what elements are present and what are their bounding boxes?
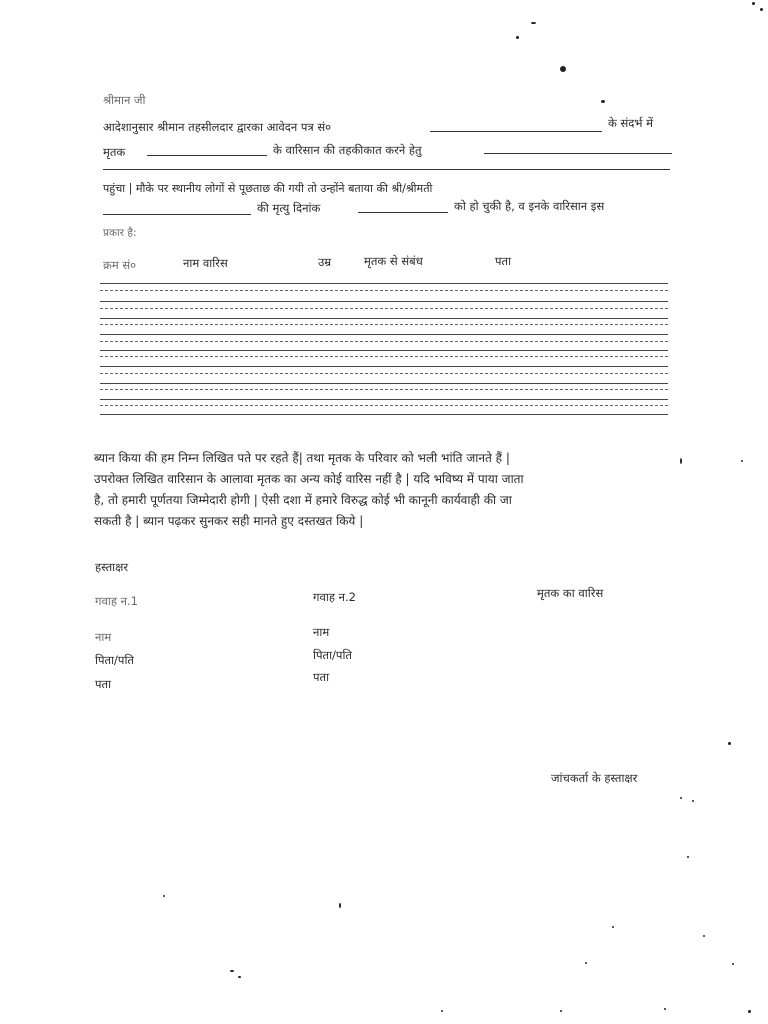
header-relation: मृतक से संबंध bbox=[364, 254, 423, 268]
purpose-blank bbox=[484, 153, 672, 154]
declaration-line: है, तो हमारी पूर्णतया जिम्मेदारी होगी | ऐसी दशा में हमारे विरुद्ध कोई भी कानूनी कार्यवाही की जा bbox=[94, 493, 512, 507]
scan-speck bbox=[585, 962, 587, 964]
separator-line bbox=[103, 169, 670, 170]
scan-speck bbox=[664, 1008, 666, 1010]
scan-speck bbox=[692, 800, 694, 802]
table-row bbox=[100, 350, 668, 351]
scan-speck bbox=[441, 1010, 443, 1012]
header-address: पता bbox=[495, 254, 512, 268]
scan-speck bbox=[531, 22, 536, 24]
reference-suffix: के संदर्भ में bbox=[608, 116, 653, 130]
death-date-label: की मृत्यु दिनांक bbox=[257, 201, 321, 215]
declaration-paragraph bbox=[94, 448, 684, 532]
death-date-blank bbox=[358, 212, 448, 213]
table-row bbox=[100, 389, 668, 390]
scan-speck bbox=[339, 903, 341, 908]
person-name-blank bbox=[103, 214, 251, 215]
scan-speck bbox=[748, 1010, 751, 1013]
scan-speck bbox=[560, 66, 566, 72]
header-serial-no: क्रम सं० bbox=[103, 258, 137, 272]
table-row bbox=[100, 399, 668, 400]
table-row bbox=[100, 383, 668, 384]
scan-speck bbox=[601, 100, 605, 103]
table-row bbox=[100, 356, 668, 357]
scan-speck bbox=[703, 935, 705, 937]
table-row bbox=[100, 334, 668, 335]
table-row bbox=[100, 373, 668, 374]
table-row bbox=[100, 324, 668, 325]
witness-2-father-label: पिता/पति bbox=[313, 648, 352, 662]
as-follows-text: प्रकार है: bbox=[103, 227, 137, 239]
declaration-line: उपरोक्त लिखित वारिसान के आलावा मृतक का अन्य कोई वारिस नहीं है | यदि भविष्य में पाया जाता bbox=[94, 472, 524, 486]
application-line-text: आदेशानुसार श्रीमान तहसीलदार द्वारका आवेदन पत्र सं० bbox=[103, 120, 332, 134]
table-row bbox=[100, 283, 668, 284]
deceased-label: मृतक bbox=[103, 145, 126, 159]
scan-speck bbox=[687, 856, 689, 858]
table-row bbox=[100, 405, 668, 406]
witness-1-address-label: पता bbox=[95, 677, 112, 691]
scan-speck bbox=[680, 797, 682, 799]
signature-label: हस्ताक्षर bbox=[95, 560, 129, 574]
scan-speck bbox=[230, 970, 234, 972]
scan-speck bbox=[680, 458, 682, 464]
declaration-line: सकती है | ब्यान पढ़कर सुनकर सही मानते हुए दस्तखत किये | bbox=[94, 514, 364, 528]
witness-1-name-label: नाम bbox=[95, 630, 112, 644]
heirs-intro-text: को हो चुकी है, व इनके वारिसान इस bbox=[454, 199, 605, 213]
scan-speck bbox=[516, 36, 519, 39]
witness-1-father-label: पिता/पति bbox=[95, 653, 134, 667]
table-row bbox=[100, 308, 668, 309]
scan-speck bbox=[560, 1010, 562, 1012]
scan-speck bbox=[741, 460, 743, 462]
application-number-blank bbox=[430, 131, 602, 132]
scan-speck bbox=[238, 976, 241, 978]
witness-2-address-label: पता bbox=[313, 670, 330, 684]
table-row bbox=[100, 301, 668, 302]
witness-2-name-label: नाम bbox=[313, 625, 330, 639]
table-row bbox=[100, 414, 668, 415]
scan-speck bbox=[612, 926, 614, 928]
scan-speck bbox=[760, 8, 763, 11]
scan-speck bbox=[163, 895, 165, 897]
table-row bbox=[100, 341, 668, 342]
witness-1-label: गवाह न.1 bbox=[95, 594, 138, 608]
table-row bbox=[100, 318, 668, 319]
declaration-line: ब्यान किया की हम निम्न लिखित पते पर रहते हैं| तथा मृतक के परिवार को भली भांति जानते हैं | bbox=[94, 451, 510, 465]
investigator-signature-label: जांचकर्ता के हस्ताक्षर bbox=[551, 771, 638, 785]
table-row bbox=[100, 290, 668, 291]
table-row bbox=[100, 366, 668, 367]
scan-speck bbox=[752, 2, 755, 5]
header-heir-name: नाम वारिस bbox=[183, 256, 228, 270]
deceased-name-blank bbox=[147, 155, 267, 156]
heirs-inquiry-text: के वारिसान की तहकीकात करने हेतु bbox=[273, 143, 422, 157]
heir-of-deceased-label: मृतक का वारिस bbox=[537, 586, 604, 600]
salutation: श्रीमान जी bbox=[103, 93, 146, 107]
scan-speck bbox=[728, 742, 731, 745]
scan-speck bbox=[732, 963, 734, 965]
witness-2-label: गवाह न.2 bbox=[313, 590, 356, 604]
header-age: उम्र bbox=[318, 255, 332, 269]
visit-statement: पहुंचा | मौके पर स्थानीय लोगों से पूछताछ की गयी तो उन्होंने बताया की श्री/श्रीमती bbox=[103, 182, 433, 195]
